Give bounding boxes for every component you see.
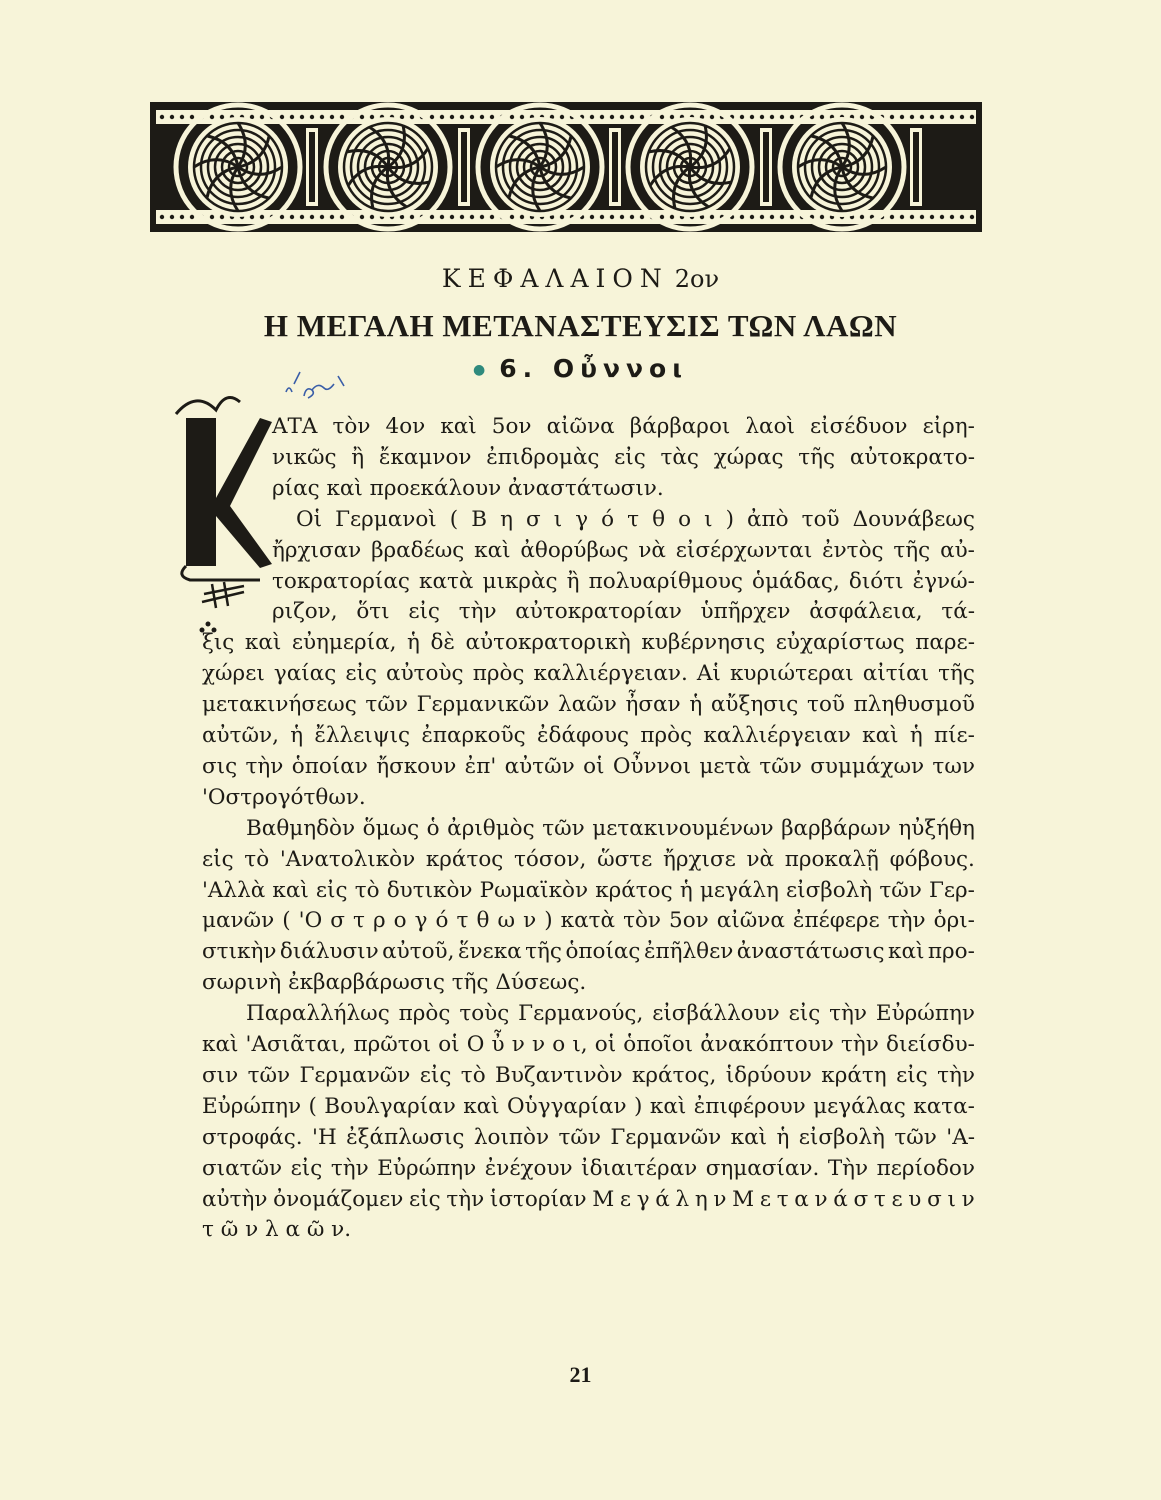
text-line: ρίας καὶ προεκάλουν ἀναστάτωσιν.: [272, 475, 664, 501]
bullet-icon: ●: [473, 362, 492, 378]
text-line: Παραλλήλως πρὸς τοὺς Γερμανούς, εἰσβάλλουν εἰς τὴν Εὐρώπην: [246, 1001, 975, 1027]
text-line: τοκρατορίας κατὰ μικρὰς ἢ πολυαρίθμους ὁμάδας, διότι ἐγνώ-: [272, 568, 975, 594]
text-line: ριζον, ὅτι εἰς τὴν αὐτοκρατορίαν ὑπῆρχεν ἀσφάλεια, τά-: [272, 599, 975, 625]
text-line: σωρινὴ ἐκβαρβάρωσις τῆς Δύσεως.: [202, 970, 587, 996]
text-line: μανῶν ( 'Ο σ τ ρ ο γ ό τ θ ω ν ) κατὰ τὸν 5ον αἰῶνα ἐπέφερε τὴν ὁρι-: [202, 908, 975, 934]
text-line: ΑΤΑ τὸν 4ον καὶ 5ον αἰῶνα βάρβαροι λαοὶ εἰσέδυον εἰρη-: [272, 414, 975, 439]
page-title: Η ΜΕΓΑΛΗ ΜΕΤΑΝΑΣΤΕΥΣΙΣ ΤΩΝ ΛΑΩΝ: [263, 308, 898, 343]
text-line: καὶ 'Ασιᾶται, πρῶτοι οἱ Ο ὖ ν ν ο ι, οἱ ὁποῖοι ἀνακόπτουν τὴν διείσδυ-: [202, 1032, 975, 1057]
chapter-number: 2ον: [674, 265, 720, 293]
text-line: τ ῶ ν λ α ῶ ν.: [202, 1217, 352, 1243]
text-line: σις τὴν ὁποίαν ἤσκουν ἐπ' αὐτῶν οἱ Οὖννοι μετὰ τῶν συμμάχων των: [202, 753, 975, 779]
drop-cap-letter: [168, 388, 276, 638]
text-line: ξις καὶ εὐημερία, ἡ δὲ αὐτοκρατορικὴ κυβέρνησις εὐχαρίστως παρε-: [202, 630, 975, 656]
text-line: μετακινήσεως τῶν Γερμανικῶν λαῶν ἦσαν ἡ αὔξησις τοῦ πληθυσμοῦ: [202, 692, 975, 718]
text-line: αὐτῶν, ἡ ἔλλειψις ἐπαρκοῦς ἐδάφους πρὸς καλλιέργειαν καὶ ἡ πίε-: [202, 723, 975, 748]
section-title: 6. Οὖννοι: [499, 354, 688, 383]
text-line: 'Οστρογότθων.: [202, 784, 366, 810]
text-line: σιατῶν εἰς τὴν Εὐρώπην ἐνέχουν ἰδιαιτέραν σημασίαν. Τὴν περίοδον: [202, 1155, 975, 1181]
text-line: ἤρχισαν βραδέως καὶ ἀθορύβως νὰ εἰσέρχωνται ἐντὸς τῆς αὐ-: [272, 537, 975, 563]
text-line: Οἱ Γερμανοὶ ( Β η σ ι γ ό τ θ ο ι ) ἀπὸ τοῦ Δουνάβεως: [296, 506, 975, 532]
text-line: χώρει γαίας εἰς αὐτοὺς πρὸς καλλιέργειαν. Αἱ κυριώτεραι αἰτίαι τῆς: [202, 661, 975, 687]
text-line: Εὐρώπην ( Βουλγαρίαν καὶ Οὑγγαρίαν ) καὶ ἐπιφέρουν μεγάλας κατα-: [202, 1093, 975, 1119]
text-line: νικῶς ἢ ἔκαμνον ἐπιδρομὰς εἰς τὰς χώρας τῆς αὐτοκρατο-: [272, 444, 975, 470]
text-line: στροφάς. 'Η ἐξάπλωσις λοιπὸν τῶν Γερμανῶν καὶ ἡ εἰσβολὴ τῶν 'Α-: [202, 1124, 975, 1150]
text-line: στικὴν διάλυσιν αὐτοῦ, ἕνεκα τῆς ὁποίας ἐπῆλθεν ἀναστάτωσις καὶ προ-: [202, 939, 975, 965]
text-line: σιν τῶν Γερμανῶν εἰς τὸ Βυζαντινὸν κράτος, ἱδρύουν κράτη εἰς τὴν: [202, 1062, 975, 1088]
handwritten-annotation: [282, 366, 362, 406]
text-line: 'Αλλὰ καὶ εἰς τὸ δυτικὸν Ρωμαϊκὸν κράτος ἡ μεγάλη εἰσβολὴ τῶν Γερ-: [202, 877, 975, 903]
text-line: εἰς τὸ 'Ανατολικὸν κράτος τόσον, ὥστε ἤρχισε νὰ προκαλῇ φόβους.: [202, 846, 975, 872]
text-line: αὐτὴν ὀνομάζομεν εἰς τὴν ἱστορίαν Μ ε γ ά λ η ν Μ ε τ α ν ά σ τ ε υ σ ι ν: [202, 1186, 975, 1212]
page-number: 21: [569, 1362, 592, 1387]
text-line: Βαθμηδὸν ὅμως ὁ ἀριθμὸς τῶν μετακινουμένων βαρβάρων ηὐξήθη: [246, 815, 975, 841]
chapter-label: ΚΕΦΑΛΑΙΟΝ: [441, 264, 669, 293]
ornamental-header-band: [150, 102, 982, 232]
chapter-heading: [0, 264, 1161, 293]
section-heading: [0, 354, 1161, 383]
